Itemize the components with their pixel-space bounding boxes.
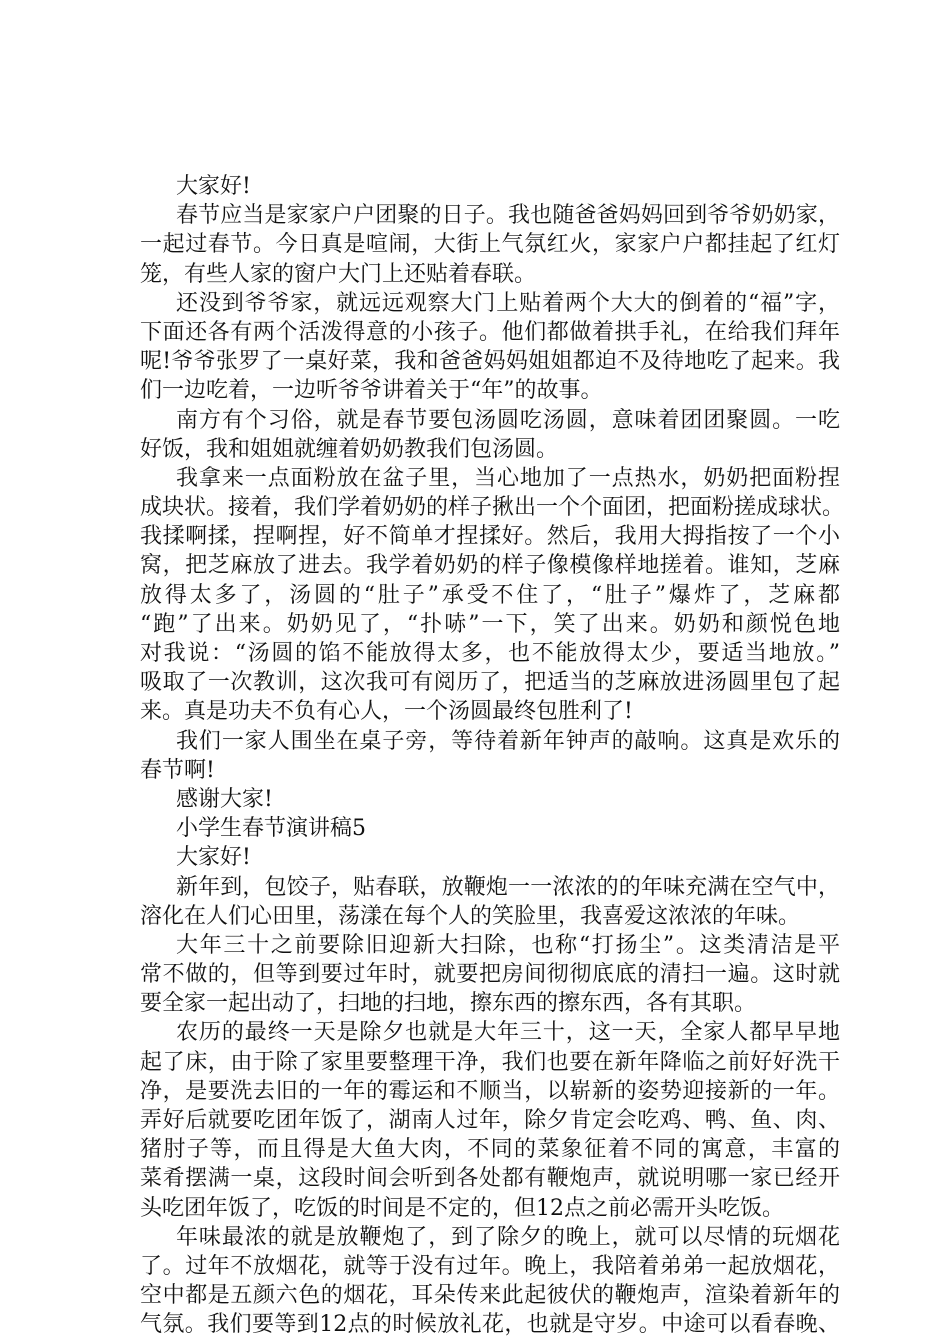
text-line: 起了床，由于除了家里要整理干净，我们也要在新年降临之前好好洗干: [140, 1049, 840, 1075]
document-body: [140, 172, 845, 1340]
text-line: 春节啊!: [140, 757, 215, 783]
text-line: 常不做的，但等到要过年时，就要把房间彻彻底底的清扫一遍。这时就: [140, 962, 840, 988]
text-line: 我们一家人围坐在桌子旁，等待着新年钟声的敲响。这真是欢乐的: [176, 728, 840, 754]
text-line: 们一边吃着，一边听爷爷讲着关于“年”的故事。: [140, 378, 603, 404]
text-line: 气氛。我们要等到12点的时候放礼花，也就是守岁。中途可以看春晚、: [140, 1312, 840, 1338]
text-line: 一起过春节。今日真是喧闹，大街上气氛红火，家家户户都挂起了红灯: [140, 232, 840, 258]
text-line: 大家好!: [176, 174, 251, 199]
text-line: 弄好后就要吃团年饭了，湖南人过年，除夕肯定会吃鸡、鸭、鱼、肉、: [140, 1108, 840, 1133]
text-line: 南方有个习俗，就是春节要包汤圆吃汤圆，意味着团团聚圆。一吃: [176, 407, 840, 433]
text-line: 对我说：“汤圆的馅不能放得太多，也不能放得太少，要适当地放。”: [140, 641, 840, 666]
text-line: 溶化在人们心田里，荡漾在每个人的笑脸里，我喜爱这浓浓的年味。: [140, 903, 801, 929]
text-line: 春节应当是家家户户团聚的日子。我也随爸爸妈妈回到爷爷奶奶家，: [176, 203, 840, 229]
text-line: 来。真是功夫不负有心人，一个汤圆最终包胜利了!: [140, 699, 633, 725]
text-line: 还没到爷爷家，就远远观察大门上贴着两个大大的倒着的“福”字，: [176, 290, 840, 316]
text-line: 空中都是五颜六色的烟花，耳朵传来此起彼伏的鞭炮声，渲染着新年的: [140, 1283, 840, 1309]
text-line: 大年三十之前要除旧迎新大扫除，也称“打扬尘”。这类清洁是平: [176, 932, 840, 958]
text-line: “跑”了出来。奶奶见了，“扑哧”一下，笑了出来。奶奶和颜悦色地: [140, 611, 840, 637]
text-line: 大家好!: [176, 845, 251, 871]
text-line: 净，是要洗去旧的一年的霉运和不顺当，以崭新的姿势迎接新的一年。: [140, 1078, 840, 1104]
text-line: 下面还各有两个活泼得意的小孩子。他们都做着拱手礼，在给我们拜年: [140, 319, 840, 345]
text-line: 菜肴摆满一桌，这段时间会听到各处都有鞭炮声，就说明哪一家已经开: [140, 1166, 840, 1192]
text-line: 笼，有些人家的窗户大门上还贴着春联。: [140, 261, 537, 287]
text-line: 新年到，包饺子，贴春联，放鞭炮一一浓浓的的年味充满在空气中，: [176, 874, 840, 900]
text-line: 呢!爷爷张罗了一桌好菜，我和爸爸妈妈姐姐都迫不及待地吃了起来。我: [140, 349, 840, 375]
text-line: 好饭，我和姐姐就缠着奶奶教我们包汤圆。: [140, 436, 559, 462]
text-line: 成块状。接着，我们学着奶奶的样子揪出一个个面团，把面粉搓成球状。: [140, 495, 845, 521]
text-line: 要全家一起出动了，扫地的扫地，擦东西的擦东西，各有其职。: [140, 991, 757, 1017]
text-line: 感谢大家!: [176, 786, 273, 812]
text-line: 小学生春节演讲稿5: [176, 816, 366, 842]
text-line: 头吃团年饭了，吃饭的时间是不定的，但12点之前必需开头吃饭。: [140, 1195, 784, 1221]
text-line: 年味最浓的就是放鞭炮了，到了除夕的晚上，就可以尽情的玩烟花: [176, 1224, 840, 1250]
text-line: 了。过年不放烟花，就等于没有过年。晚上，我陪着弟弟一起放烟花，: [140, 1253, 840, 1279]
text-line: 放得太多了，汤圆的“肚子”承受不住了，“肚子”爆炸了，芝麻都: [140, 582, 840, 608]
text-line: 吸取了一次教训，这次我可有阅历了，把适当的芝麻放进汤圆里包了起: [140, 670, 840, 696]
text-line: 农历的最终一天是除夕也就是大年三十，这一天，全家人都早早地: [176, 1020, 840, 1046]
text-line: 我揉啊揉，捏啊捏，好不简单才捏揉好。然后，我用大拇指按了一个小: [140, 524, 840, 550]
text-line: 我拿来一点面粉放在盆子里，当心地加了一点热水，奶奶把面粉捏: [176, 465, 840, 491]
text-line: 猪肘子等，而且得是大鱼大肉，不同的菜象征着不同的寓意，丰富的: [140, 1137, 840, 1163]
text-line: 窝，把芝麻放了进去。我学着奶奶的样子像模像样地搓着。谁知，芝麻: [140, 553, 840, 579]
